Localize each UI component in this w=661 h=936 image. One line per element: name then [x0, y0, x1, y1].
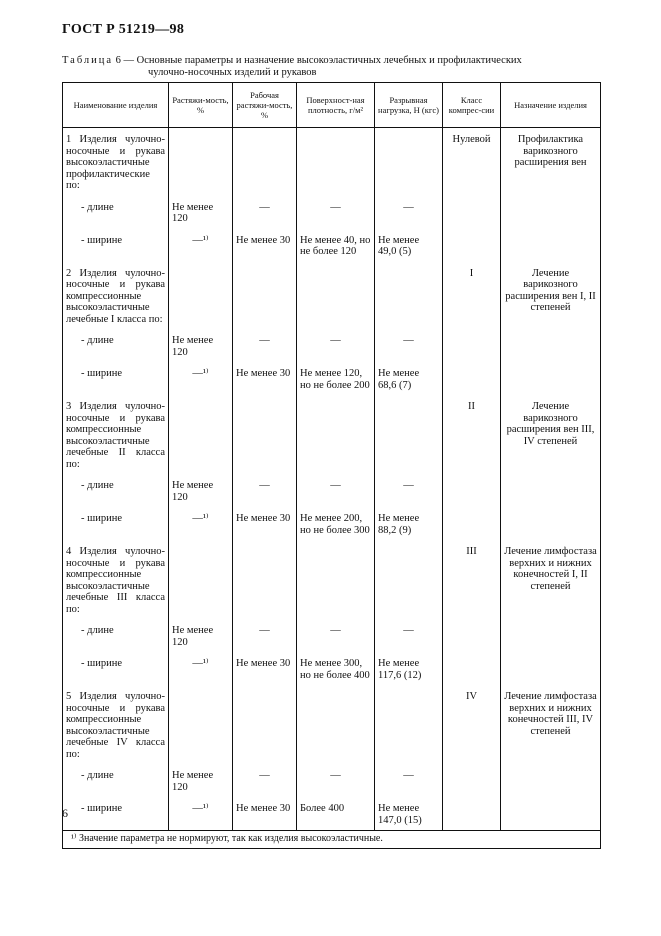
stretch-value: —¹⁾ — [169, 513, 233, 546]
density-value: Не менее 300, но не более 400 — [297, 658, 375, 691]
row-label: - ширине — [63, 803, 169, 831]
load-value: — — [375, 202, 443, 235]
group-name: 2 Изделия чулочно-носочные и рукава компрессионные высокоэластичные лечебные I класса по: — [63, 268, 169, 336]
empty-cell — [297, 268, 375, 336]
empty-cell — [501, 480, 601, 513]
caption-line-1: 6 — Основные параметры и назначение высокоэластичных лечебных и профилактических — [113, 55, 522, 66]
table-caption — [62, 55, 602, 79]
empty-cell — [501, 335, 601, 368]
col-header-work-stretch: Рабочая растяжи-мость, % — [233, 83, 297, 128]
purpose: Профилактика варикозного расширения вен — [501, 128, 601, 202]
row-label: - длине — [63, 480, 169, 513]
param-row — [63, 770, 601, 803]
stretch-value: Не менее 120 — [169, 202, 233, 235]
work-stretch-value: Не менее 30 — [233, 235, 297, 268]
load-value: — — [375, 480, 443, 513]
load-value: Не менее 68,6 (7) — [375, 368, 443, 401]
load-value: — — [375, 770, 443, 803]
empty-cell — [443, 770, 501, 803]
empty-cell — [501, 658, 601, 691]
row-label: - ширине — [63, 513, 169, 546]
empty-cell — [375, 691, 443, 770]
group-name: 3 Изделия чулочно-носочные и рукава компрессионные высокоэластичные лечебные II класса по: — [63, 401, 169, 480]
stretch-value: —¹⁾ — [169, 658, 233, 691]
empty-cell — [501, 625, 601, 658]
footnote-row — [63, 831, 601, 849]
group-row — [63, 401, 601, 480]
empty-cell — [443, 658, 501, 691]
empty-cell — [169, 401, 233, 480]
empty-cell — [501, 770, 601, 803]
load-value: Не менее 147,0 (15) — [375, 803, 443, 831]
empty-cell — [443, 625, 501, 658]
work-stretch-value: Не менее 30 — [233, 803, 297, 831]
empty-cell — [297, 401, 375, 480]
param-row — [63, 202, 601, 235]
footnote: ¹⁾ Значение параметра не нормируют, так как изделия высокоэластичные. — [63, 831, 601, 849]
row-label: - длине — [63, 625, 169, 658]
empty-cell — [501, 235, 601, 268]
col-header-stretch: Растяжи-мость, % — [169, 83, 233, 128]
density-value: — — [297, 625, 375, 658]
empty-cell — [443, 202, 501, 235]
param-row — [63, 803, 601, 831]
group-row — [63, 691, 601, 770]
work-stretch-value: Не менее 30 — [233, 658, 297, 691]
density-value: Не менее 200, но не более 300 — [297, 513, 375, 546]
empty-cell — [233, 691, 297, 770]
empty-cell — [169, 128, 233, 202]
purpose: Лечение варикозного расширения вен I, II степеней — [501, 268, 601, 336]
density-value: — — [297, 480, 375, 513]
caption-line-2: чулочно-носочных изделий и рукавов — [148, 67, 317, 78]
parameters-table — [62, 82, 601, 849]
table-header-row — [63, 83, 601, 128]
empty-cell — [375, 401, 443, 480]
empty-cell — [233, 546, 297, 625]
empty-cell — [375, 546, 443, 625]
work-stretch-value: — — [233, 480, 297, 513]
work-stretch-value: Не менее 30 — [233, 368, 297, 401]
work-stretch-value: Не менее 30 — [233, 513, 297, 546]
load-value: Не менее 88,2 (9) — [375, 513, 443, 546]
col-header-density: Поверхност-ная плотность, г/м² — [297, 83, 375, 128]
work-stretch-value: — — [233, 202, 297, 235]
group-name: 4 Изделия чулочно-носочные и рукава компрессионные высокоэластичные лечебные III класса по: — [63, 546, 169, 625]
empty-cell — [169, 268, 233, 336]
empty-cell — [501, 202, 601, 235]
empty-cell — [443, 235, 501, 268]
empty-cell — [169, 546, 233, 625]
col-header-purpose: Назначение изделия — [501, 83, 601, 128]
empty-cell — [375, 268, 443, 336]
load-value: Не менее 117,6 (12) — [375, 658, 443, 691]
empty-cell — [443, 513, 501, 546]
density-value: Не менее 40, но не более 120 — [297, 235, 375, 268]
stretch-value: Не менее 120 — [169, 625, 233, 658]
empty-cell — [233, 128, 297, 202]
compression-class: I — [443, 268, 501, 336]
empty-cell — [169, 691, 233, 770]
row-label: - длине — [63, 202, 169, 235]
stretch-value: Не менее 120 — [169, 770, 233, 803]
row-label: - ширине — [63, 368, 169, 401]
work-stretch-value: — — [233, 625, 297, 658]
density-value: — — [297, 335, 375, 368]
compression-class: Нулевой — [443, 128, 501, 202]
empty-cell — [297, 546, 375, 625]
param-row — [63, 480, 601, 513]
load-value: — — [375, 625, 443, 658]
document-header: ГОСТ Р 51219—98 — [62, 22, 185, 37]
row-label: - ширине — [63, 658, 169, 691]
empty-cell — [501, 368, 601, 401]
caption-label: Таблица — [62, 55, 114, 66]
empty-cell — [375, 128, 443, 202]
empty-cell — [233, 401, 297, 480]
density-value: — — [297, 202, 375, 235]
purpose: Лечение лимфостаза верхних и нижних конечностей I, II степеней — [501, 546, 601, 625]
compression-class: III — [443, 546, 501, 625]
work-stretch-value: — — [233, 770, 297, 803]
stretch-value: Не менее 120 — [169, 335, 233, 368]
col-header-name: Наименование изделия — [63, 83, 169, 128]
group-row — [63, 128, 601, 202]
compression-class: IV — [443, 691, 501, 770]
empty-cell — [297, 128, 375, 202]
purpose: Лечение лимфостаза верхних и нижних конечностей III, IV степеней — [501, 691, 601, 770]
col-header-load: Разрывная нагрузка, Н (кгс) — [375, 83, 443, 128]
empty-cell — [443, 480, 501, 513]
stretch-value: —¹⁾ — [169, 803, 233, 831]
param-row — [63, 368, 601, 401]
density-value: Более 400 — [297, 803, 375, 831]
group-name: 1 Изделия чулочно-носочные и рукава высокоэластичные профилактические по: — [63, 128, 169, 202]
group-name: 5 Изделия чулочно-носочные и рукава компрессионные высокоэластичные лечебные IV класса по: — [63, 691, 169, 770]
col-header-class: Класс компрес-сии — [443, 83, 501, 128]
group-row — [63, 268, 601, 336]
param-row — [63, 335, 601, 368]
empty-cell — [501, 803, 601, 831]
empty-cell — [297, 691, 375, 770]
param-row — [63, 625, 601, 658]
stretch-value: Не менее 120 — [169, 480, 233, 513]
empty-cell — [443, 368, 501, 401]
density-value: Не менее 120, но не более 200 — [297, 368, 375, 401]
density-value: — — [297, 770, 375, 803]
empty-cell — [501, 513, 601, 546]
page-number: 6 — [62, 806, 68, 820]
param-row — [63, 513, 601, 546]
stretch-value: —¹⁾ — [169, 368, 233, 401]
empty-cell — [443, 803, 501, 831]
load-value: Не менее 49,0 (5) — [375, 235, 443, 268]
row-label: - ширине — [63, 235, 169, 268]
work-stretch-value: — — [233, 335, 297, 368]
group-row — [63, 546, 601, 625]
empty-cell — [443, 335, 501, 368]
compression-class: II — [443, 401, 501, 480]
purpose: Лечение варикозного расширения вен III, IV степеней — [501, 401, 601, 480]
load-value: — — [375, 335, 443, 368]
stretch-value: —¹⁾ — [169, 235, 233, 268]
param-row — [63, 235, 601, 268]
param-row — [63, 658, 601, 691]
empty-cell — [233, 268, 297, 336]
row-label: - длине — [63, 770, 169, 803]
row-label: - длине — [63, 335, 169, 368]
